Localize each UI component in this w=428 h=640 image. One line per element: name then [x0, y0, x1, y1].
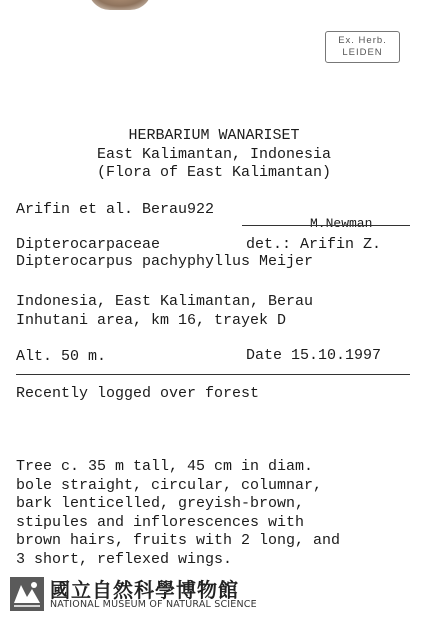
description-line: brown hairs, fruits with 2 long, and: [16, 532, 341, 549]
altitude: Alt. 50 m.: [16, 348, 107, 365]
description-line: bark lenticelled, greyish-brown,: [16, 495, 305, 512]
herbarium-stamp: [325, 31, 400, 63]
museum-logo: [10, 577, 272, 615]
specimen-edge-mark: [88, 0, 152, 10]
species-name: Dipterocarpus pachyphyllus Meijer: [16, 253, 314, 270]
det-strike-line: [242, 225, 410, 226]
description-line: 3 short, reflexed wings.: [16, 551, 233, 568]
collector-number: Arifin et al. Berau922: [16, 201, 215, 218]
habitat: Recently logged over forest: [16, 385, 260, 402]
det-label: det.: Arifin Z.: [246, 236, 382, 253]
stamp-line-2: LEIDEN: [342, 47, 383, 58]
collection-date: Date 15.10.1997: [246, 347, 382, 364]
divider-rule: [16, 374, 410, 375]
det-name-newman: M.Newman: [310, 216, 373, 231]
museum-logo-icon: [10, 577, 44, 611]
flora-name: (Flora of East Kalimantan): [96, 164, 332, 181]
description-line: Tree c. 35 m tall, 45 cm in diam.: [16, 458, 314, 475]
museum-name-english: NATIONAL MUSEUM OF NATURAL SCIENCE: [50, 599, 257, 610]
description-line: stipules and inflorescences with: [16, 514, 305, 531]
locality-line-2: Inhutani area, km 16, trayek D: [16, 312, 287, 329]
herbarium-title: HERBARIUM WANARISET: [128, 127, 300, 144]
description-line: bole straight, circular, columnar,: [16, 477, 323, 494]
museum-name-chinese: 國立自然科學博物館: [50, 578, 239, 602]
family-name: Dipterocarpaceae: [16, 236, 161, 253]
locality-line-1: Indonesia, East Kalimantan, Berau: [16, 293, 314, 310]
herbarium-subtitle: East Kalimantan, Indonesia: [96, 146, 332, 163]
stamp-line-1: Ex. Herb.: [338, 35, 387, 46]
